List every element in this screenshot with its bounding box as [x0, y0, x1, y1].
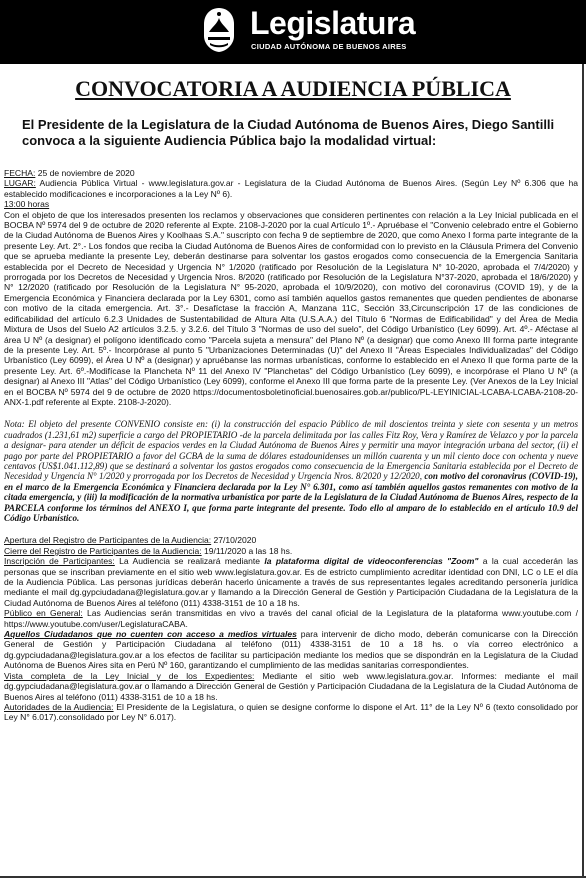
nota-paragraph [4, 419, 578, 523]
page-title: CONVOCATORIA A AUDIENCIA PÚBLICA [75, 76, 511, 101]
publico-text: Las Audiencias serán transmitidas en vivo a través del canal oficial de la Legislatura de la plataforma www.youtube.com / https://www.youtube.com/user/LegislaturaCABA. [4, 608, 578, 629]
hora-line: 13:00 horas [4, 199, 50, 210]
fecha-label: FECHA: [4, 168, 36, 178]
publico-label: Público en General: [4, 608, 83, 619]
header-banner [0, 0, 586, 64]
vista-label: Vista completa de la Ley Inicial y de los Expedientes: [4, 670, 255, 681]
medios-text: para intervenir de dicho modo, deberán comunicarse con la Dirección General de Gestión y Participación Ciudadana al teléfono (011) 4338-3151 de 10 a 18 hs. o vía correo electrónico a dg.gypciudadana@legislatura.gov.ar a los efectos de facilitar su participación mediante los medios que se dispondrán en la Legislatura de la Ciudad Autónoma de Buenos Aires sita en Perú Nº 160, garantizando el cumplimiento de las medidas sanitarias correspondientes. [4, 629, 578, 671]
inscripcion-text2: a la cual accederán las personas que se inscriban previamente en el sitio web www.legislatura.gov.ar. Es de estricto cumplimiento acreditar identidad con DNI, LC o LE el día de la Audiencia Pública. Las personas jurídicas deberán hacerlo únicamente a través de sus representantes legales acreditando personería jurídica mediante el mail dg.gypciudadana@legislatura.gov.ar y llamando a la Dirección General de Gestión y Participación Ciudadana de la Legislatura de la Ciudad Autónoma de Buenos Aires al teléfono (011) 4338-3151 de 10 a 18 hs. [4, 556, 578, 608]
spacer [4, 523, 578, 535]
spacer [4, 407, 578, 419]
apertura-line [4, 535, 578, 545]
fecha-value: 25 de noviembre de 2020 [35, 168, 135, 178]
vista-text: Mediante el sitio web www.legislatura.gov.ar. Informes: mediante el mail dg.gypciudadana@legislatura.gov.ar o llamando a Dirección General de Gestión y Participación Ciudadana de la Legislatura de la Ciudad Autónoma de Buenos Aires al teléfono (011) 4338-3151 de 10 a 18 hs. [4, 670, 578, 702]
lugar-value: Audiencia Pública Virtual - www.legislatura.gov.ar - Legislatura de la Ciudad Autónoma de Buenos Aires. (Según Ley Nº 6.306 que ha establecido modificaciones e incorporaciones a la Ley Nº 6). [4, 178, 578, 199]
cierre-line [4, 546, 578, 556]
lugar-line [4, 178, 578, 199]
cierre-value: 19/11/2020 a las 18 hs. [201, 545, 293, 556]
apertura-value: 27/10/2020 [211, 535, 257, 546]
objeto-paragraph: Con el objeto de que los interesados presenten los reclamos y observaciones que consideren pertinentes con relación a la Ley Inicial publicada en el BOCBA Nº 5974 del 9 de octubre de 2020 referente al Expte. 2108-J-2020 por la cual Artículo 1º.- Apruébase el "Convenio celebrado entre el Gobierno de la Ciudad Autónoma de Buenos Aires y Koolhaas S.A." suscripto con fecha 9 de septiembre de 2020, que como Anexo I forma parte integrante de la presente Ley. Art. 2°.- Los fondos que reciba la Ciudad Autónoma de Buenos Aires de conformidad con lo previsto en la Cláusula Primera del Convenio que se aprueba mediante la presente Ley, deberán destinarse para solventar los gastos erogados como consecuencia de la Emergencia Sanitaria establecida por el Decreto de Necesidad y Urgencia N° 1/2020 (ratificado por Resolución de la Legislatura N° 10-2020, aprobada el 7/4/2020) y prorrogada por los Decretos de Necesidad y Urgencia Nros. 8/2020 (ratificado por Resolución de la Legislatura N°37-2020, aprobada el 18/6/2020) y N° 12/2020 (ratificado por Resolución de la Legislatura N° 95-2020, aprobada el 10/9/2020), con motivo del coronavirus (COVID 19), y de la Emergencia Económica y Financiera declarada por la Ley 6301, como así también aquellos gastos remanentes que queden pendientes de abonarse con motivo de la citada emergencia. Art. 3°.- Desafíctase la fracción A, Manzana 11C, Sección 33,Circunscripción 17 de las condiciones de edificabilidad del artículo 6.2.3 Unidades de Sustentabilidad de Altura Alta (U.S.A.A.) del Título 6 "Normas de Edificabilidad" y del Área de Media Mixtura de Usos del Suelo A2 artículos 3.2.5. y 3.2.6. del Título 3 "Normas de uso del suelo", del Código Urbanístico (Ley 6099). Art. 4º.- Aféctase al área U Nº (a designar) el polígono identificado como "Parcela sujeta a mensura" del Plano Nº (a designar) que como Anexo III forma parte integrante de la presente Ley. Art. 5º.- Incorpórase al punto 5 "Urbanizaciones Determinadas (U)" del Anexo II "Áreas Especiales Individualizadas" del Código Urbanístico (Ley 6099), el Área U Nº a (designar) y apruébanse las normas urbanísticas, conforme lo establecido en el Anexo II que forma parte de la presente Ley. Art. 6º.-Modifícase la Plancheta Nº 11 del Anexo IV "Planchetas" del Código Urbanístico (Ley 6099), e incorpórase el Plano U Nº (a designar) al Anexo III "Atlas" del Código Urbanístico (Ley 6099), conforme el Anexo III que forma parte de la presente Ley. (Ver Anexos de la Ley Inicial en el BOCBA Nº 5974 del 9 de octubre de 2020 https://documentosboletinoficial.buenosaires.gob.ar/publico/PL-LEYINICIAL-LCABA-LCABA-2108-20-ANX-1.pdf referente al Expte. 2108-J-2020). [4, 209, 578, 407]
medios-label: Aquellos Ciudadanos que no cuenten con acceso a medios virtuales [4, 629, 297, 640]
convocatoria-subtitle: El Presidente de la Legislatura de la Ciudad Autónoma de Buenos Aires, Diego Santilli convoca a la siguiente Audiencia Pública bajo la modalidad virtual: [22, 117, 555, 148]
buenos-aires-emblem-icon [200, 6, 238, 54]
autoridades-paragraph [4, 702, 578, 723]
nota-text: Nota: El objeto del presente CONVENIO consiste en: (i) la construcción del espacio Público de mil doscientos treinta y siete con sesenta y un metros cuadrados (1.231,61 m2) superficie a cargo del PROPIETARIO -de la parcela delimitada por las calles Fitz Roy, Vera y Ramírez de Velazco y por la parcela a designar- para atender un déficit de espacios verdes en la Ciudad Autónoma de Buenos Aires y permitir una mayor integración urbana del sector, (ii) el pago por parte del PROPIETARIO a favor del GCBA de la suma de dólares estadounidenses un millón cuarenta y un mil ciento doce con ochenta y nueve centavos (US$1.041.112,89) que se destinará a solventar los gastos erogados como consecuencia de la Emergencia Sanitaria establecida por el Decreto de Necesidad y Urgencia N° 1/2020 y prorrogada por los Decretos de Necesidad y Urgencia Nros. 8/2020 y 12/2020, [4, 419, 578, 482]
inscripcion-text1: La Audiencia se realizará mediante [114, 556, 265, 567]
document-body [0, 64, 586, 878]
autoridades-label: Autoridades de la Audiencia: [4, 701, 114, 712]
inscripcion-emph: la plataforma digital de videoconferencias "Zoom" [264, 556, 479, 567]
lugar-label: LUGAR: [4, 178, 36, 189]
medios-paragraph [4, 629, 578, 671]
autoridades-text: El Presidente de la Legislatura, o quien se designe conforme lo dispone el Art. 11° de la Ley Nº 6 (texto consolidado por Ley N° 6.017).consolidado por Ley N° 6.017). [4, 701, 578, 723]
nota-bold-text: con motivo del coronavirus (COVID-19), en el marco de la Emergencia Económica y Financiera declarada por la Ley N° 6.301, como así también aquellos gastos remanentes con motivo de la citada emergencia, y (iii) la modificación de la normativa urbanística por parte de la Legislatura de la Ciudad Autónoma de Buenos Aires, respecto de la PARCELA conforme los términos del ANEXO I, que forma parte integrante del presente. Todo ello al amparo de lo establecido en el artículo 10.9 del Código Urbanístico. [4, 471, 578, 523]
vista-paragraph [4, 671, 578, 702]
notice-text [4, 168, 578, 723]
publico-paragraph [4, 608, 578, 629]
brand-title: Legislatura [250, 5, 416, 41]
apertura-label: Apertura del Registro de Participantes de la Audiencia: [4, 535, 212, 546]
inscripcion-paragraph [4, 556, 578, 608]
right-border [582, 64, 584, 876]
inscripcion-label: Inscripción de Participantes: [4, 556, 115, 567]
brand-subtitle: CIUDAD AUTÓNOMA DE BUENOS AIRES [251, 42, 407, 51]
cierre-label: Cierre del Registro de Participantes de la Audiencia: [4, 545, 202, 556]
fecha-line [4, 168, 578, 178]
